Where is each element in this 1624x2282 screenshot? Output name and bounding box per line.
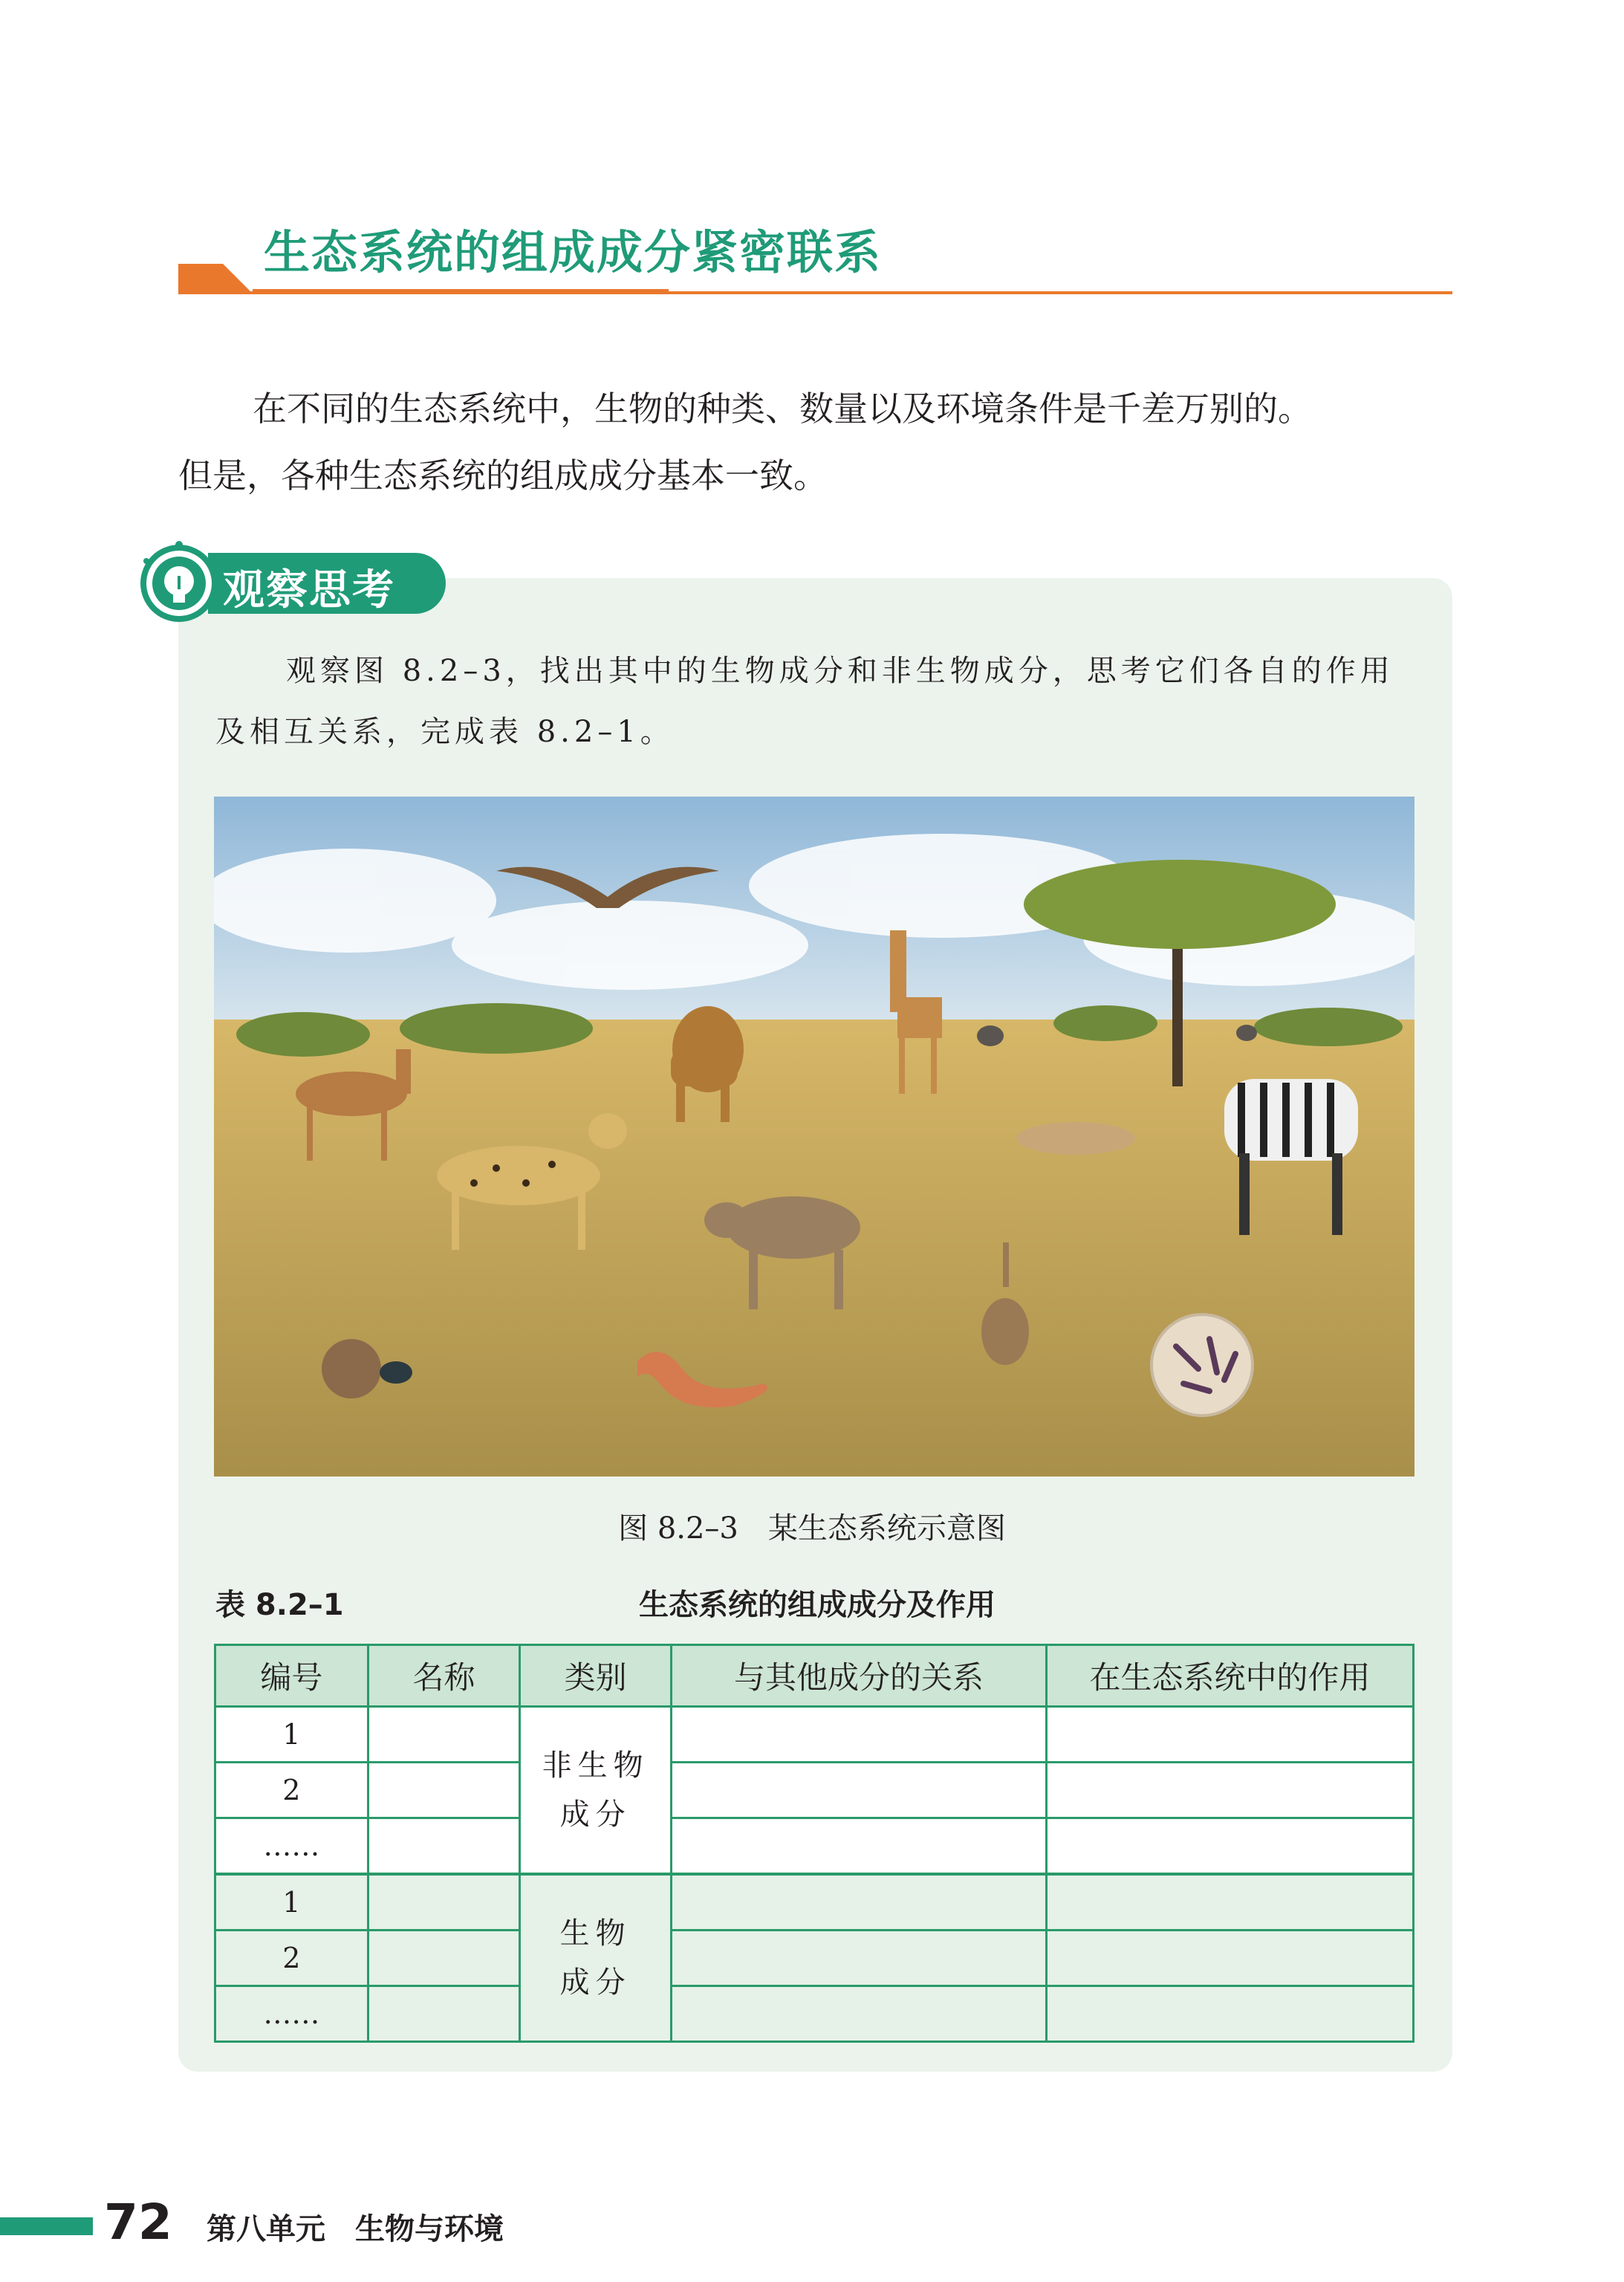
dead-antelope [1016,1122,1135,1155]
category-biotic: 生物 成分 [520,1874,672,2042]
relation-cell[interactable] [672,1931,1047,1986]
category-abiotic: 非生物 成分 [520,1707,672,1875]
task-line-2: 及相互关系，完成表 8.2–1。 [215,715,675,749]
row-number: 2 [215,1931,368,1986]
row-number: …… [215,1986,368,2042]
section-title: 生态系统的组成成分紧密联系 [264,225,883,279]
role-cell[interactable] [1046,1818,1413,1875]
header-role: 在生态系统中的作用 [1046,1645,1413,1707]
table-row [215,1763,1414,1818]
table-row [215,1986,1414,2042]
relation-cell[interactable] [672,1874,1047,1931]
heading-underline [178,291,1452,294]
task-instructions [215,641,1419,762]
intro-line-1: 在不同的生态系统中，生物的种类、数量以及环境条件是千差万别的。 [253,389,1312,429]
row-number: 1 [215,1707,368,1763]
name-cell[interactable] [368,1931,520,1986]
role-cell[interactable] [1046,1874,1413,1931]
name-cell[interactable] [368,1986,520,2042]
header-category: 类别 [520,1645,672,1707]
role-cell[interactable] [1046,1763,1413,1818]
badge-title: 观察思考 [223,566,395,615]
intro-line-2: 但是，各种生态系统的组成成分基本一致。 [178,456,828,496]
header-relation: 与其他成分的关系 [672,1645,1047,1707]
table-row [215,1931,1414,1986]
bacteria [1152,1315,1253,1416]
header-number: 编号 [215,1645,368,1707]
name-cell[interactable] [368,1763,520,1818]
table-title: 生态系统的组成成分及作用 [639,1588,995,1622]
task-line-1: 观察图 8.2–3，找出其中的生物成分和非生物成分，思考它们各自的作用 [286,654,1394,688]
role-cell[interactable] [1046,1986,1413,2042]
footer-accent-bar [0,2217,93,2235]
row-number: 1 [215,1874,368,1931]
name-cell[interactable] [368,1874,520,1931]
table-header-row [215,1645,1414,1707]
table-number: 表 8.2–1 [215,1588,344,1622]
relation-cell[interactable] [672,1986,1047,2042]
row-number: 2 [215,1763,368,1818]
table-row [215,1707,1414,1763]
relation-cell[interactable] [672,1818,1047,1875]
table-row [215,1874,1414,1931]
name-cell[interactable] [368,1818,520,1875]
page-number: 72 [104,2194,172,2251]
figure-caption: 图 8.2–3 某生态系统示意图 [618,1511,1006,1546]
name-cell[interactable] [368,1707,520,1763]
relation-cell[interactable] [672,1763,1047,1818]
table-row [215,1818,1414,1875]
row-number: …… [215,1818,368,1875]
ecosystem-illustration [214,797,1414,1477]
header-name: 名称 [368,1645,520,1707]
role-cell[interactable] [1046,1931,1413,1986]
role-cell[interactable] [1046,1707,1413,1763]
intro-paragraph [178,375,1456,509]
composition-table [214,1644,1414,2043]
relation-cell[interactable] [672,1707,1047,1763]
heading-accent-bar [178,264,669,294]
unit-title: 第八单元 生物与环境 [207,2212,504,2246]
